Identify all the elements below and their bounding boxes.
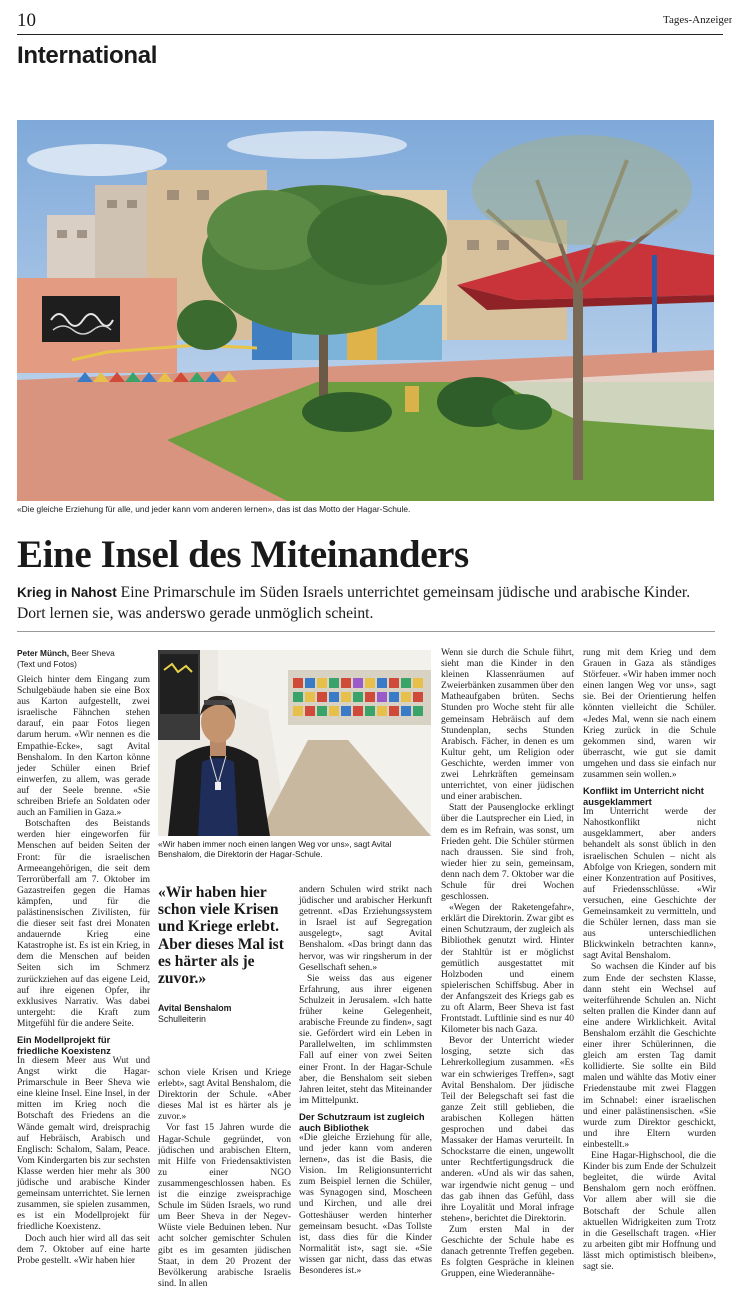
paragraph: Bevor der Unterricht wieder losging, setzte sich das Lehrerkollegium zusammen. «Es war ein schwieriges Treffen», sagt Avital Benshalom. Der jüdische Teil der Belegschaft sei fast die ganze Zeit still geblieben, die arabischen Kollegen hätten gesprochen und dabei das Massaker der Hamas verurteilt. In Schockstarre die einen, ungewollt unter Rechtfertigungsdruck die anderen. «Und als wir das sahen, war irgendwie nicht genug – und das gab ihnen das Gefühl, dass ihre Loyalität und Moral infrage stehen», berichtet die Direktorin. <box>441 1036 574 1224</box>
text-column-3 <box>299 885 432 1275</box>
paragraph: Gleich hinter dem Eingang zum Schulgebäude haben sie eine Box aus Karton aufgestellt, zwei israelische Fähnchen stehen darauf, ein paar Fotos liegen darum herum. «Wir nennen es die Empathie-Ecke», sagt Avital Benshalom. In den Karton könne jeder Schüler einen Brief einwerfen, zu allem, was gerade auf der Seele brenne. «Sie schreiben Briefe an Soldaten oder auch an Familien in Gaza.» <box>17 675 150 819</box>
director-photo <box>158 650 431 836</box>
subheading: Ein Modellprojekt für friedliche Koexistenz <box>17 1034 111 1056</box>
header-rule <box>17 34 723 35</box>
author-byline <box>17 648 151 669</box>
paragraph: So wachsen die Kinder auf bis zum Ende der sechsten Klasse, dann steht ein Wechsel auf weiterführende Schulen an. Nicht selten prallen die Kinder dann auf eine andere Wirklichkeit. Avital Benshalom erzählt die Geschichte einer ihrer Schülerinnen, die gleich am ersten Tag damit kollidierte. Sie sollte ein Bild malen und wählte das Motiv einer Friedenstaube mit zwei Flaggen im Schnabel: einer israelischen und einer palästinensischen. «Sie wurde zum Direktor geschickt, und ihre Eltern wurden einbestellt.» <box>583 962 716 1150</box>
quote-name: Avital Benshalom <box>158 1003 232 1013</box>
lead-rule <box>17 631 715 632</box>
paragraph: Vor fast 15 Jahren wurde die Hagar-Schule gegründet, von jüdischen und arabischen Eltern, mit Hilfe von Friedensaktivisten zu einer NGO zusammengeschlossen haben. Es ist die einzige zweisprachige Schule im Süden Israels, wo rund um Beer Sheva in der Negev-Wüste viele Beduinen leben. Nur acht solcher gemischter Schulen gibt es im gesamten jüdischen Staat, in dem 20 Prozent der Bevölkerung arabische Israelis sind. In allen <box>158 1123 291 1289</box>
paragraph: Botschaften des Beistands werden hier eingeworfen für Menschen auf beiden Seiten der Front: für die israelischen Armeeangehörigen, die seit dem Terrorüberfall am 7. Oktober im Gazastreifen gegen die Hamas kämpfen, und für die palästinensischen Zivilisten, für die dieser seit fast drei Monaten andauernde Krieg eine Katastrophe ist. Es ist ein Krieg, in dem die Menschen auf beiden Seiten sich im Schmerz zurückziehen auf das eigene Leid, auf ihre eigenen Opfer, ihr exklusives Narrativ. Was dabei untergeht: die Kraft zum Mitgefühl für die andere Seite. <box>17 819 150 1029</box>
photo-caption: «Die gleiche Erziehung für alle, und jeder kann vom anderen lernen», das ist das Motto der Hagar-Schule. <box>17 504 411 514</box>
article-headline: Eine Insel des Miteinanders <box>17 533 469 576</box>
author-name: Peter Münch, <box>17 648 70 658</box>
section-title: International <box>17 42 158 69</box>
paragraph: In diesem Meer aus Wut und Angst wirkt die Hagar-Primarschule in Beer Sheva wie eine kleine Insel. Eine Insel, in der mitten im Krieg noch die Botschaft des Friedens an die Wände gemalt wird, dreisprachig auf Hebräisch, Arabisch und Englisch: Schalom, Salam, Peace. Vom Kindergarten bis zur sechsten Klasse werden hier mehr als 300 jüdische und arabische Kinder gemeinsam unterrichtet. Sie lernen zusammen, sie spielen zusammen, es ist ein Modellprojekt für friedliche Koexistenz. <box>17 1056 150 1233</box>
subheading: Der Schutzraum ist zugleich auch Bibliothek <box>299 1110 425 1133</box>
paragraph: Eine Hagar-Highschool, die die Kinder bis zum Ende der Schulzeit begleitet, die würde Avital Benshalom gern noch eröffnen. Vor allem aber will sie die Botschaft der Schule allen aktuellen Widrigkeiten zum Trotz in die Gesellschaft tragen. «Hier zu arbeiten gibt mir Hoffnung und lässt mich optimistisch bleiben», sagt sie. <box>583 1151 716 1272</box>
article-lead <box>17 582 717 624</box>
text-column-4 <box>441 648 574 1280</box>
paragraph: «Wegen der Raketengefahr», erklärt die Direktorin. Zwar gibt es einen Schutzraum, der zugleich als Bibliothek genutzt wird. Hinter der Stahltür ist er möglichst gemütlich ausgestattet mit Holzboden und einem spielerischen Schiffsbug. Aber in der Anfangszeit des Kriegs gab es zu oft Alarm, Beer Sheva ist fast Frontstadt. Luftlinie sind es nur 40 Kilometer bis nach Gaza. <box>441 903 574 1036</box>
paragraph: schon viele Krisen und Kriege erlebt», sagt Avital Benshalom, die Direktorin der Schule. «Aber dieses Mal ist es härter als je zuvor.» <box>158 1068 291 1123</box>
paragraph: «Die gleiche Erziehung für alle, und jeder kann vom anderen lernen», das ist die Basis, die Vision. Im Religionsunterricht zum Beispiel lernen die Schüler, was Synagogen sind, Moscheen und Kirchen, und alle drei Gotteshäuser werden hinterher gemeinsam besucht. «Das Tollste ist, dass dies für die Kinder Normalität ist», sagt sie. «Sie wissen gar nicht, dass das etwas Besonderes ist.» <box>299 1132 432 1276</box>
text-column-2 <box>158 1068 291 1289</box>
paragraph: Statt der Pausenglocke erklingt über die Lautsprecher ein Lied, in dem es im Refrain, was sonst, um Frieden geht. Die Schüler stürmen nach draussen. Sie sind froh, wieder hier zu sein, gemeinsam, denn nach dem 7. Oktober war die Schule für drei Wochen geschlossen. <box>441 803 574 903</box>
paragraph: Wenn sie durch die Schule führt, sieht man die Kinder in den kleinen Klassenräumen auf Zweierbänken zusammen über den Matheaufgaben brüten. Sechs Stunden pro Woche steht für alle gemeinsam Hebräisch auf dem Stundenplan, sechs Stunden Arabisch. Fächer, in denen es um Kultur geht, um Religion oder Geschichte, werden immer von zwei Lehrkräften gemeinsam unterrichtet, von einer jüdischen und einer arabischen. <box>441 648 574 803</box>
subheading: Konflikt im Unterricht nicht ausgeklammert <box>583 785 704 808</box>
text-column-5 <box>583 648 716 1275</box>
pull-quote: «Wir haben hier schon viele Krisen und Kriege erlebt. Aber dieses Mal ist es härter als je zuvor.» <box>158 884 284 988</box>
director-photo-caption: «Wir haben immer noch einen langen Weg vor uns», sagt Avital Benshalom, die Direktorin der Hagar-Schule. <box>158 839 392 860</box>
author-place: Beer Sheva <box>71 648 115 658</box>
lead-text: Eine Primarschule im Süden Israels unterrichtet gemeinsam jüdische und arabische Kinder. Dort lernen sie, was anderswo gerade unmöglich scheint. <box>17 584 691 622</box>
paragraph: rung mit dem Krieg und dem Grauen in Gaza als ständiges Störfeuer. «Wir haben immer noch einen langen Weg vor uns», sagt sie. Bei der Orientierung helfen könnten vielleicht die Schüler. «Jedes Mal, wenn sie nach einem Krieg zurück in die Schule gekommen sind, waren wir überrascht, wie gut sie damit umgehen und dass sie einfach nur zusammen sein wollen.» <box>583 648 716 781</box>
paragraph: Sie weiss das aus eigener Erfahrung, aus ihrer eigenen Schulzeit in Jerusalem. «Ich hatte früher keine Gelegenheit, arabische Freunde zu finden», sagt sie. Gefördert wird ein Leben in Parallelwelten, im schlimmsten Fall auf einer von zwei Seiten einer Front. In der Hagar-Schule aber, die Benshalom seit sieben Jahren leitet, steht das Miteinander im Mittelpunkt. <box>299 973 432 1106</box>
paragraph: andern Schulen wird strikt nach jüdischer und arabischer Herkunft getrennt. «Das Erziehungssystem in Israel ist auf Segregation ausgelegt», sagt Avital Benshalom. «Das bringt dann das hervor, was wir ringsherum in der Gesellschaft sehen.» <box>299 885 432 973</box>
article-kicker: Krieg in Nahost <box>17 585 117 600</box>
paragraph: Zum ersten Mal in der Geschichte der Schule habe es danach getrennte Treffen gegeben. Es folgten Gespräche in kleinen Gruppen, eine Wiederannähe- <box>441 1224 574 1280</box>
paragraph: Im Unterricht werde der Nahostkonflikt nicht ausgeklammert, aber anders behandelt als sonst üblich in den israelischen Schulen – nicht als Abfolge von Kriegen, sondern mit einer Konzentration auf Positives, auf Friedensschlüsse. «Wir versuchen, eine Geschichte der Gemeinsamkeit zu vermitteln, und die Schüler lernen, dass man sie aus unterschiedlichen Blickwinkeln betrachten kann», sagt Avital Benshalom. <box>583 807 716 962</box>
paragraph: Doch auch hier wird all das seit dem 7. Oktober auf eine harte Probe gestellt. «Wir haben hier <box>17 1233 150 1266</box>
schoolyard-photo <box>17 120 714 501</box>
newspaper-name: Tages-Anzeiger <box>663 14 732 26</box>
page-number: 10 <box>17 10 36 31</box>
author-note: (Text und Fotos) <box>17 658 77 669</box>
text-column-1 <box>17 675 150 1275</box>
quote-role: Schulleiterin <box>158 1014 206 1024</box>
